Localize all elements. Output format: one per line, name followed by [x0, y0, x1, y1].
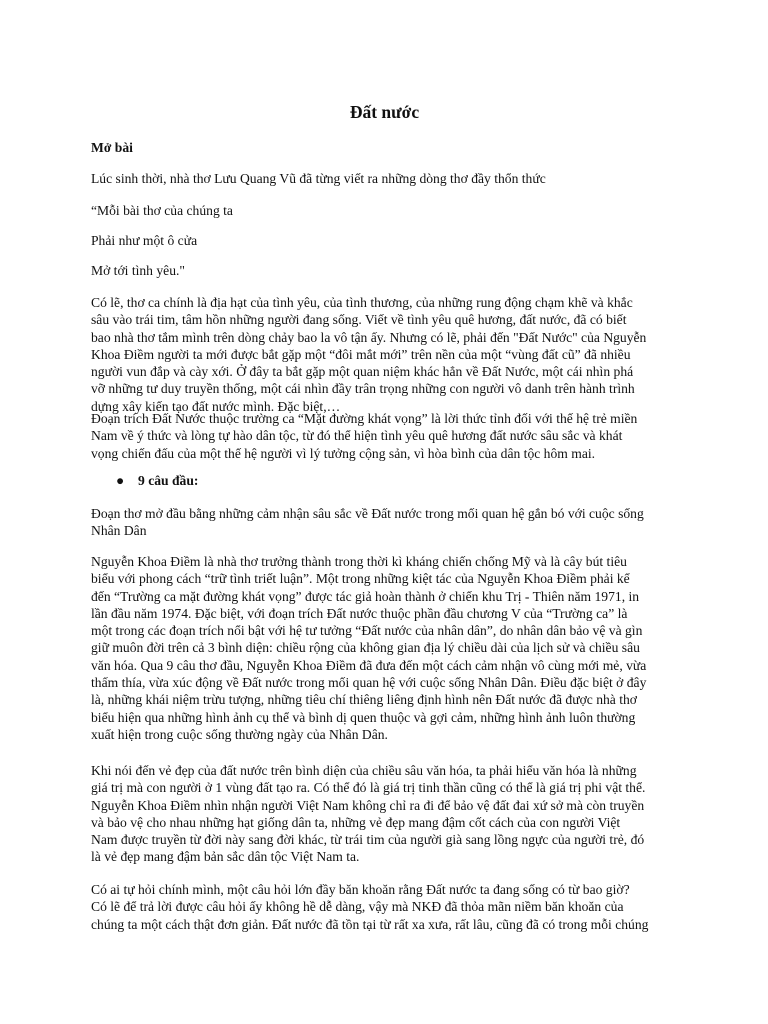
- text-line: Có ai tự hỏi chính mình, một câu hỏi lớn đầy băn khoăn rằng Đất nước ta đang sống có từ bao giờ?: [91, 882, 630, 897]
- text-line: giá trị mà con người ở 1 vùng đất tạo ra. Có thể đó là giá trị tinh thần cũng có thể là giá trị phi vật thể.: [91, 780, 646, 796]
- document-title: Đất nước: [349, 102, 420, 122]
- text-line: biểu với phong cách “trữ tình triết luận”. Một trong những kiệt tác của Nguyễn Khoa Điềm phải kể: [91, 571, 630, 587]
- paragraph-2: [91, 294, 678, 415]
- text-line: Nhân Dân: [91, 523, 147, 539]
- text-line: và bảo vệ cho nhau những hạt giống dân ta, những vẻ đẹp mang đậm cốt cách của con người Việt: [91, 814, 621, 830]
- quote-line-3: Mở tới tình yêu.": [91, 263, 185, 278]
- text-line: dựng xây kiến tạo đất nước mình. Đặc biệt,…: [91, 398, 341, 414]
- text-line: đến “Trường ca mặt đường khát vọng” được tác giả hoàn thành ở chiến khu Trị - Thiên năm 1971, in: [91, 588, 640, 604]
- bullet-label: 9 câu đầu:: [138, 473, 199, 488]
- text-line: Khoa Điềm người ta mới được bắt gặp một “đôi mắt mới” trên nền của một “vùng đất cũ” đã nhiều: [91, 346, 631, 362]
- intro-heading: Mở bài: [91, 140, 133, 155]
- text-line: là, những khái niệm trừu tượng, những tiêu chí thiêng liêng định hình nên Đất nước đã được nhà thơ: [91, 692, 638, 708]
- bullet-item: [116, 472, 198, 489]
- quote-line-2: Phải như một ô cửa: [91, 233, 198, 248]
- text-line: vỡ những tư duy truyền thống, một cái nhìn đầy trân trọng những con người vô danh trên hành trình: [91, 381, 635, 397]
- text-line: xuất hiện trong cuộc sống thường ngày của Nhân Dân.: [91, 726, 388, 742]
- bullet-icon: ●: [116, 473, 125, 488]
- text-line: là vẻ đẹp mang đậm bản sắc dân tộc Việt Nam ta.: [91, 849, 360, 865]
- text-line: lần đầu năm 1974. Đặc biệt, với đoạn trích Đất nước thuộc phần đầu chương V của “Trường ca” là: [91, 605, 628, 621]
- text-line: Nguyễn Khoa Điềm nhìn nhận người Việt Nam không chỉ ra đi để bảo vệ đất đai xứ sở mà còn truyền: [91, 797, 645, 813]
- text-line: vọng chiến đấu của một thế hệ người vì lý tưởng cộng sản, vì hòa bình của dân tộc hôm mai.: [91, 445, 596, 461]
- paragraph-6: [91, 762, 678, 866]
- text-line: biểu hiện qua những hình ảnh cụ thể và bình dị quen thuộc và gợi cảm, những hình ảnh luôn thường: [91, 709, 636, 725]
- text-line: Đoạn trích Đất Nước thuộc trường ca “Mặt đường khát vọng” là lời thức tỉnh đối với thế hệ trẻ miền: [91, 411, 638, 426]
- text-line: một trong các đoạn trích nổi bật với hệ tư tưởng “Đất nước của nhân dân”, do nhân dân bảo vệ và gìn: [91, 623, 643, 639]
- paragraph-7: [91, 881, 678, 933]
- quote-line-1: “Mỗi bài thơ của chúng ta: [91, 203, 233, 218]
- text-line: Có lẽ, thơ ca chính là địa hạt của tình yêu, của tình thương, của những rung động chạm khẽ và khắc: [91, 295, 633, 310]
- paragraph-5: [91, 553, 678, 743]
- text-line: Nguyễn Khoa Điềm là nhà thơ trưởng thành trong thời kì kháng chiến chống Mỹ và là cây bút tiêu: [91, 554, 627, 569]
- text-line: người vun đắp và cày xới. Ở đây ta bắt gặp một quan niệm khác hẳn về Đất Nước, một cái nhìn phá: [91, 364, 634, 380]
- text-line: chúng ta một cách thật đơn giản. Đất nước đã tồn tại từ rất xa xưa, rất lâu, cũng đã có trong mỗi chúng: [91, 916, 649, 932]
- text-line: Nam được truyền từ đời này sang đời khác, từ trái tim của người già sang lồng ngực của người trẻ, đó: [91, 832, 645, 848]
- text-line: giữ muôn đời trên cả 3 bình diện: chiều rộng của không gian địa lý chiều dài của lịch sử và chiều sâu: [91, 640, 640, 656]
- text-line: sâu vào trái tim, tâm hồn những người đang sống. Viết về tình yêu quê hương, đất nước, đã có biết: [91, 312, 627, 328]
- paragraph-intro: Lúc sinh thời, nhà thơ Lưu Quang Vũ đã từng viết ra những dòng thơ đầy thổn thức: [91, 171, 546, 186]
- text-line: Khi nói đến vẻ đẹp của đất nước trên bình diện của chiều sâu văn hóa, ta phải hiểu văn hóa là những: [91, 763, 637, 778]
- paragraph-3: [91, 410, 678, 462]
- text-line: Đoạn thơ mở đầu bằng những cảm nhận sâu sắc về Đất nước trong mối quan hệ gắn bó với cuộc sống: [91, 506, 644, 521]
- text-line: thấm thía, vừa xúc động về Đất nước trong mối quan hệ với cuộc sống Nhân Dân. Điều đặc biệt ở đây: [91, 675, 647, 691]
- text-line: bao nhà thơ tắm mình trên dòng chảy bao la vô tận ấy. Nhưng có lẽ, phải đến "Đất Nước" của Nguyễn: [91, 329, 647, 345]
- text-line: Nam về ý thức và lòng tự hào dân tộc, từ đó thể hiện tình yêu quê hương đất nước sâu sắc và khát: [91, 428, 623, 444]
- text-line: Có lẽ để trả lời được câu hỏi ấy không hề dễ dàng, vậy mà NKĐ đã thỏa mãn niềm băn khoăn của: [91, 899, 624, 915]
- paragraph-4: [91, 505, 678, 540]
- text-line: văn hóa. Qua 9 câu thơ đầu, Nguyễn Khoa Điềm đã đưa đến một cách cảm nhận vô cùng mới mẻ, vừa: [91, 657, 647, 673]
